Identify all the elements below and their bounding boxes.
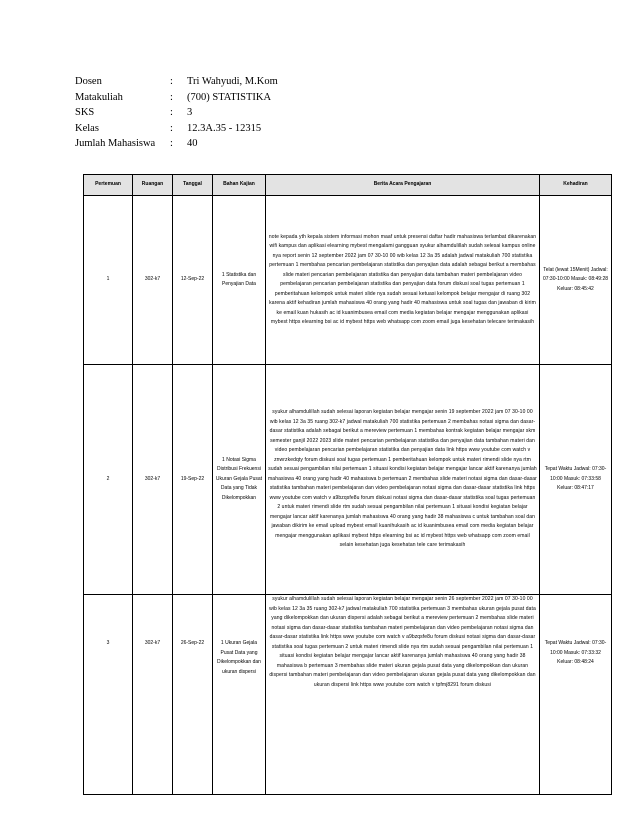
cell-tanggal: 12-Sep-22 — [173, 196, 213, 365]
kelas-colon: : — [170, 122, 173, 134]
header-row-matakuliah — [75, 90, 395, 106]
dosen-value: Tri Wahyudi, M.Kom — [187, 76, 278, 87]
header-row-jumlah — [75, 136, 395, 152]
attendance-table — [83, 174, 612, 795]
col-header-kehadiran: Kehadiran — [540, 175, 612, 196]
jumlah-label: Jumlah Mahasiswa — [75, 138, 156, 149]
cell-kehadiran: Tepat Waktu Jadwal: 07:30-10:00 Masuk: 07:33:32 Keluar: 08:48:24 — [540, 595, 612, 795]
cell-ruangan: 302-k7 — [133, 196, 173, 365]
table-row — [84, 595, 612, 795]
dosen-colon: : — [170, 76, 173, 87]
matakuliah-value: (700) STATISTIKA — [187, 91, 272, 103]
col-header-bahan-kajian: Bahan Kajian — [213, 175, 266, 196]
cell-berita-acara: note kepada yth kepala sistem informasi mohon maaf untuk presensi daftar hadir mahasiswa terlambat dikarenakan wifi kampus dan aplikasi elearning mybest mengalami gangguan syukur alhamdulillah sudah selesai kampus online nya report senin 12 september 2022 jam 07 30-10 00 wib kelas 12 3a 35 adalah jadwal matakuliah 700 statistika pertemuan 1 membahas pencarian pembelajaran statistika dan penyajian data adalah sebagai berikut a membahas slide materi pencarian pembelajaran statistika dan penyajian data tambahan materi pembelajaran video pembelajaran pencarian pembelajaran statistika dan penyajian data forum diskusi soal tugas pertemuan 1 pemberitahuan kelompok untuk materi slide nya sudah sesuai ketuasi kelompok belajar mengajar di ruang 302 karena aktif kehadiran jumlah mahasiswa 40 orang yang hadir 40 mahasiswa untuk soal tugas dan jawaban di kirim ke email kuan hukasih ac id kuanimbusea email com media kegiatan belajar mengajar menggunakan aplikasi mybest https elearning bsi ac id mybest https web whatsapp com zoom email juga kesehatan telecare terimakasih — [266, 196, 540, 365]
cell-berita-acara: syukur alhamdulillah sudah selesai laporan kegiatan belajar mengajar senin 26 september 2022 jam 07 30-10 00 wib kelas 12 3a 35 ruang 302-k7 jadwal matakuliah 700 statistika pertemuan 3 membahas ukuran gejala pusat data yang dikelompokkan dan ukuran dispersi adalah sebagai berikut a mereview pertemuan 2 membahas slide materi notasi sigma dan dasar-dasar statistika tambahan materi pembelajaran dan video pembelajaran notasi sigma dan dasar-dasar statistika link https www youtube com watch v a9bzqsfe8u forum diskusi notasi sigma dan dasar-dasar statistika soal tugas pertemuan 2 untuk materi rimendi slide nya rtm sudah sesuai pengambilan nilai pertemuan 1 situasi kondisi kegiatan belajar mengajar lancar aktif karenanya jumlah mahasiswa 40 orang yang hadir 38 mahasiswa b pertemuan 3 membahas slide materi ukuran gejala pusat data yang dikelompokkan dan ukuran dispersi tambahan materi pembelajaran dan video pembelajaran ukuran gejala pusat data yang dikelompokkan dan ukuran dispersi link https www youtube com watch v tpfmj8291 forum diskusi — [266, 595, 540, 795]
cell-kehadiran: Telat (lewat 15Menit) Jadwal: 07:30-10:00 Masuk: 08:49:28 Keluar: 08:45:42 — [540, 196, 612, 365]
col-header-tanggal: Tanggal — [173, 175, 213, 196]
dosen-label: Dosen — [75, 76, 102, 87]
sks-colon: : — [170, 107, 173, 118]
kelas-value: 12.3A.35 - 12315 — [187, 122, 262, 134]
col-header-ruangan: Ruangan — [133, 175, 173, 196]
sks-label: SKS — [75, 107, 95, 118]
col-header-pertemuan: Pertemuan — [84, 175, 133, 196]
cell-bahan-kajian: 1 Statistika dan Penyajian Data — [213, 196, 266, 365]
matakuliah-colon: : — [170, 91, 173, 103]
table-row — [84, 365, 612, 595]
header-row-kelas — [75, 121, 395, 137]
jumlah-colon: : — [170, 138, 173, 149]
cell-bahan-kajian: 1 Notasi Sigma Distribusi Frekuensi Ukuran Gejala Pusat Data yang Tidak Dikelompokkan — [213, 365, 266, 595]
cell-tanggal: 19-Sep-22 — [173, 365, 213, 595]
col-header-berita-acara: Berita Acara Pengajaran — [266, 175, 540, 196]
sks-value: 3 — [187, 107, 193, 118]
cell-pertemuan: 2 — [84, 365, 133, 595]
jumlah-value: 40 — [187, 138, 198, 149]
header-row-dosen — [75, 74, 395, 90]
cell-berita-acara: syukur alhamdulillah sudah selesai laporan kegiatan belajar mengajar senin 19 september 2022 jam 07 30-10 00 wib kelas 12 3a 35 ruang 302-k7 jadwal matakuliah 700 statistika pertemuan 2 membahas notasi sigma dan dasar-dasar statistika adalah sebagai berikut a mereview pertemuan 1 membahas kontrak kegiatan belajar mengajar skm semester ganjil 2022 2023 slide materi pencarian pembelajaran statistika dan penyajian data tambahan materi dan video pembelajaran pencarian pembelajaran statistika dan penyajian data link https www youtube com watch v znwrzkedqty forum diskusi soal tugas pertemuan 1 pemberitahuan kelompok untuk materi rimendi slide nya rtm sudah sesuai pengambilan nilai pertemuan 1 situasi kondisi kegiatan belajar mengajar lancar aktif karenanya jumlah mahasiswa 40 orang yang hadir 40 mahasiswa b pertemuan 2 membahas slide materi notasi sigma dan dasar-dasar statistika tambahan materi pembelajaran dan video pembelajaran notasi sigma dan dasar-dasar statistika link https www youtube com watch v a9bzqsfe8u forum diskusi notasi sigma dan dasar-dasar statistika soal tugas pertemuan 2 untuk materi rimendi slide rtm sudah sesuai pengambilan nilai pertemuan 1 situasi kondisi kegiatan belajar mengajar lancar aktif karenanya jumlah mahasiswa 40 orang yang hadir 38 mahasiswa c untuk tambahan soal dan jawaban dikirim ke email upload mybest email kuanihukasih ac id kuanimbusea email com media kegiatan belajar mengajar menggunakan aplikasi mybest https elearning bsi ac id mybest https web whatsapp com zoom email selain kesehatan juga kesehatan tele care terimakasih — [266, 365, 540, 595]
kelas-label: Kelas — [75, 122, 99, 134]
cell-kehadiran: Tepat Waktu Jadwal: 07:30-10:00 Masuk: 07:33:58 Keluar: 08:47:17 — [540, 365, 612, 595]
header-row-sks — [75, 105, 395, 121]
cell-tanggal: 26-Sep-22 — [173, 595, 213, 795]
table-row — [84, 196, 612, 365]
cell-pertemuan: 1 — [84, 196, 133, 365]
cell-bahan-kajian: 1 Ukuran Gejala Pusat Data yang Dikelompokkan dan ukuran dispersi — [213, 595, 266, 795]
course-info-header — [75, 74, 395, 152]
cell-pertemuan: 3 — [84, 595, 133, 795]
cell-ruangan: 302-k7 — [133, 365, 173, 595]
table-header-row — [84, 175, 612, 196]
cell-ruangan: 302-k7 — [133, 595, 173, 795]
matakuliah-label: Matakuliah — [75, 91, 123, 103]
